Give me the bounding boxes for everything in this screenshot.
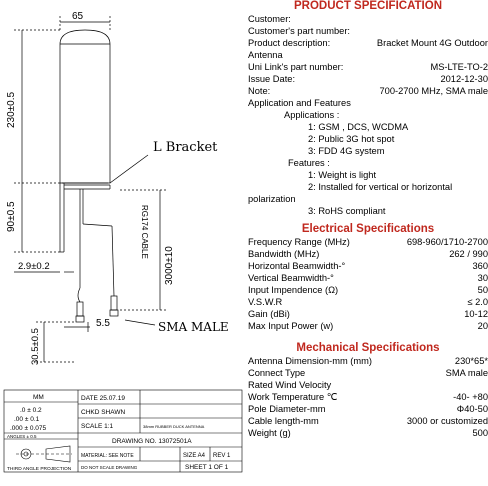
cable — [78, 189, 149, 302]
electrical-spec-label: Max Input Power (w) — [248, 321, 334, 331]
mechanical-spec-label: Work Temperature ℃ — [248, 392, 338, 402]
tb-sheet: SHEET 1 OF 1 — [185, 464, 229, 471]
app-features-heading: Application and Features — [248, 98, 351, 108]
antenna-body — [60, 30, 110, 183]
tb-rev: REV 1 — [213, 453, 231, 459]
electrical-spec-label: V.S.W.R — [248, 297, 283, 307]
electrical-spec-label: Frequency Range (MHz) — [248, 237, 350, 247]
tb-no-scale: DO NOT SCALE DRAWING — [81, 465, 138, 470]
electrical-spec-row — [248, 248, 488, 260]
dim-30-5-label: 30.5±0.5 — [30, 328, 41, 365]
specification-panel — [248, 0, 488, 486]
electrical-spec-value: ≤ 2.0 — [467, 297, 488, 307]
mechanical-spec-row — [248, 415, 488, 427]
tb-tol3: .000 ± 0.075 — [10, 425, 47, 432]
dim-90-label: 90±0.5 — [6, 201, 17, 232]
mechanical-spec-value: 230*65* — [454, 356, 488, 366]
tb-projection: THIRD ANGLE PROJECTION — [7, 467, 72, 472]
tb-size: SIZE A4 — [183, 453, 206, 459]
note-value: 700-2700 MHz, SMA male — [379, 86, 488, 96]
product-description-label: Product description: — [248, 38, 331, 48]
electrical-spec-label: Bandwidth (MHz) — [248, 249, 320, 259]
label-cable: RG174 CABLE — [140, 205, 149, 259]
unilink-label: Uni Link's part number: — [248, 62, 344, 72]
mechanical-spec-label: Antenna Dimension-mm (mm) — [248, 356, 372, 366]
label-sma-male: SMA MALE — [158, 320, 229, 334]
electrical-spec-value: 360 — [472, 261, 488, 271]
dim-5-5-label: 5.5 — [96, 318, 110, 329]
label-l-bracket: L Bracket — [153, 140, 218, 155]
dim-65 — [60, 11, 110, 30]
electrical-spec-value: 262 / 990 — [449, 249, 488, 259]
mechanical-spec-label: Rated Wind Velocity — [248, 380, 332, 390]
mechanical-spec-value: -40- +80 — [453, 392, 488, 402]
electrical-spec-value: 10-12 — [464, 309, 488, 319]
title-block — [4, 390, 242, 472]
dim-65-label: 65 — [72, 11, 84, 22]
mechanical-spec-label: Weight (g) — [248, 428, 291, 438]
l-bracket — [60, 140, 218, 252]
dim-30-5 — [30, 322, 74, 365]
electrical-spec-row — [248, 260, 488, 272]
customer-label: Customer: — [248, 14, 291, 24]
tb-drawing-no: DRAWING NO. 13072501A — [112, 438, 192, 445]
electrical-spec-label: Input Impendence (Ω) — [248, 285, 339, 295]
electrical-spec-row — [248, 272, 488, 284]
dim-2-9 — [14, 261, 74, 272]
mechanical-spec-row — [248, 355, 488, 367]
dim-2-9-label: 2.9±0.2 — [18, 261, 50, 272]
tb-units: MM — [33, 394, 44, 401]
note-label: Note: — [248, 86, 271, 96]
unilink-value: MS-LTE-TO-2 — [430, 62, 488, 72]
note-row — [248, 85, 488, 97]
tb-scale: SCALE 1:1 — [81, 423, 114, 430]
feature-2: 2: Installed for vertical or horizontal — [308, 182, 453, 192]
mechanical-spec-label: Pole Diameter-mm — [248, 404, 326, 414]
dim-230-label: 230±0.5 — [6, 91, 17, 128]
mechanical-spec-label: Cable length-mm — [248, 416, 319, 426]
dim-5-5 — [64, 318, 110, 332]
electrical-spec-label: Gain (dBi) — [248, 309, 290, 319]
feature-3: 3: RoHS compliant — [308, 206, 386, 216]
electrical-spec-value: 50 — [477, 285, 488, 295]
issue-date-label: Issue Date: — [248, 74, 296, 84]
electrical-spec-label: Vertical Beamwidth-° — [248, 273, 334, 283]
mechanical-spec-title: Mechanical Specifications — [296, 342, 440, 354]
electrical-spec-value: 30 — [477, 273, 488, 283]
tb-tol1: .0 ± 0.2 — [20, 407, 42, 414]
electrical-spec-row — [248, 284, 488, 296]
dim-230 — [6, 30, 60, 183]
issue-date-value: 2012-12-30 — [440, 74, 488, 84]
product-spec-title: PRODUCT SPECIFICATION — [293, 0, 442, 12]
mechanical-spec-row — [248, 391, 488, 403]
electrical-spec-row — [248, 296, 488, 308]
application-1: 1: GSM , DCS, WCDMA — [308, 122, 409, 132]
customer-part-label: Customer's part number: — [248, 26, 351, 36]
dim-90 — [6, 183, 60, 252]
features-heading: Features : — [288, 158, 330, 168]
application-2: 2: Public 3G hot spot — [308, 134, 395, 144]
tb-tol2: .00 ± 0.1 — [14, 416, 40, 423]
electrical-spec-value: 20 — [477, 321, 488, 331]
product-description-row — [248, 37, 488, 49]
dim-3000-label: 3000±10 — [164, 246, 175, 285]
feature-2-cont: polarization — [248, 194, 296, 204]
electrical-spec-row — [248, 308, 488, 320]
tb-angles: ANGLES ± 0.5 — [7, 434, 37, 439]
mechanical-spec-value: SMA male — [445, 368, 488, 378]
application-3: 3: FDD 4G system — [308, 146, 385, 156]
mechanical-spec-value: 500 — [472, 428, 488, 438]
issue-date-row — [248, 73, 488, 85]
feature-1: 1: Weight is light — [308, 170, 377, 180]
electrical-spec-label: Horizontal Beamwidth-° — [248, 261, 346, 271]
electrical-spec-value: 698-960/1710-2700 — [406, 237, 488, 247]
mechanical-spec-row — [248, 427, 488, 439]
applications-heading: Applications : — [284, 110, 340, 120]
unilink-row — [248, 61, 488, 73]
mechanical-spec-value: Φ40-50 — [456, 404, 488, 414]
tb-desc: 38mm RUBBER DUCK ANTENNA — [143, 424, 205, 429]
electrical-spec-list — [248, 236, 488, 332]
mechanical-spec-label: Connect Type — [248, 368, 306, 378]
mechanical-spec-row — [248, 367, 488, 379]
mechanical-spec-value: 3000 or customized — [406, 416, 488, 426]
tb-chkd: CHKD SHAWN — [81, 409, 126, 416]
electrical-spec-row — [248, 320, 488, 332]
mechanical-spec-row — [248, 403, 488, 415]
tb-material: MATERIAL: SEE NOTE — [81, 453, 134, 459]
product-description-value: Bracket Mount 4G Outdoor — [376, 38, 488, 48]
electrical-spec-title: Electrical Specifications — [301, 223, 435, 235]
product-description-cont: Antenna — [248, 50, 283, 60]
tb-date: DATE 25.07.19 — [81, 395, 125, 402]
mechanical-spec-list — [248, 355, 488, 439]
electrical-spec-row — [248, 236, 488, 248]
mechanical-spec-row — [248, 379, 488, 391]
